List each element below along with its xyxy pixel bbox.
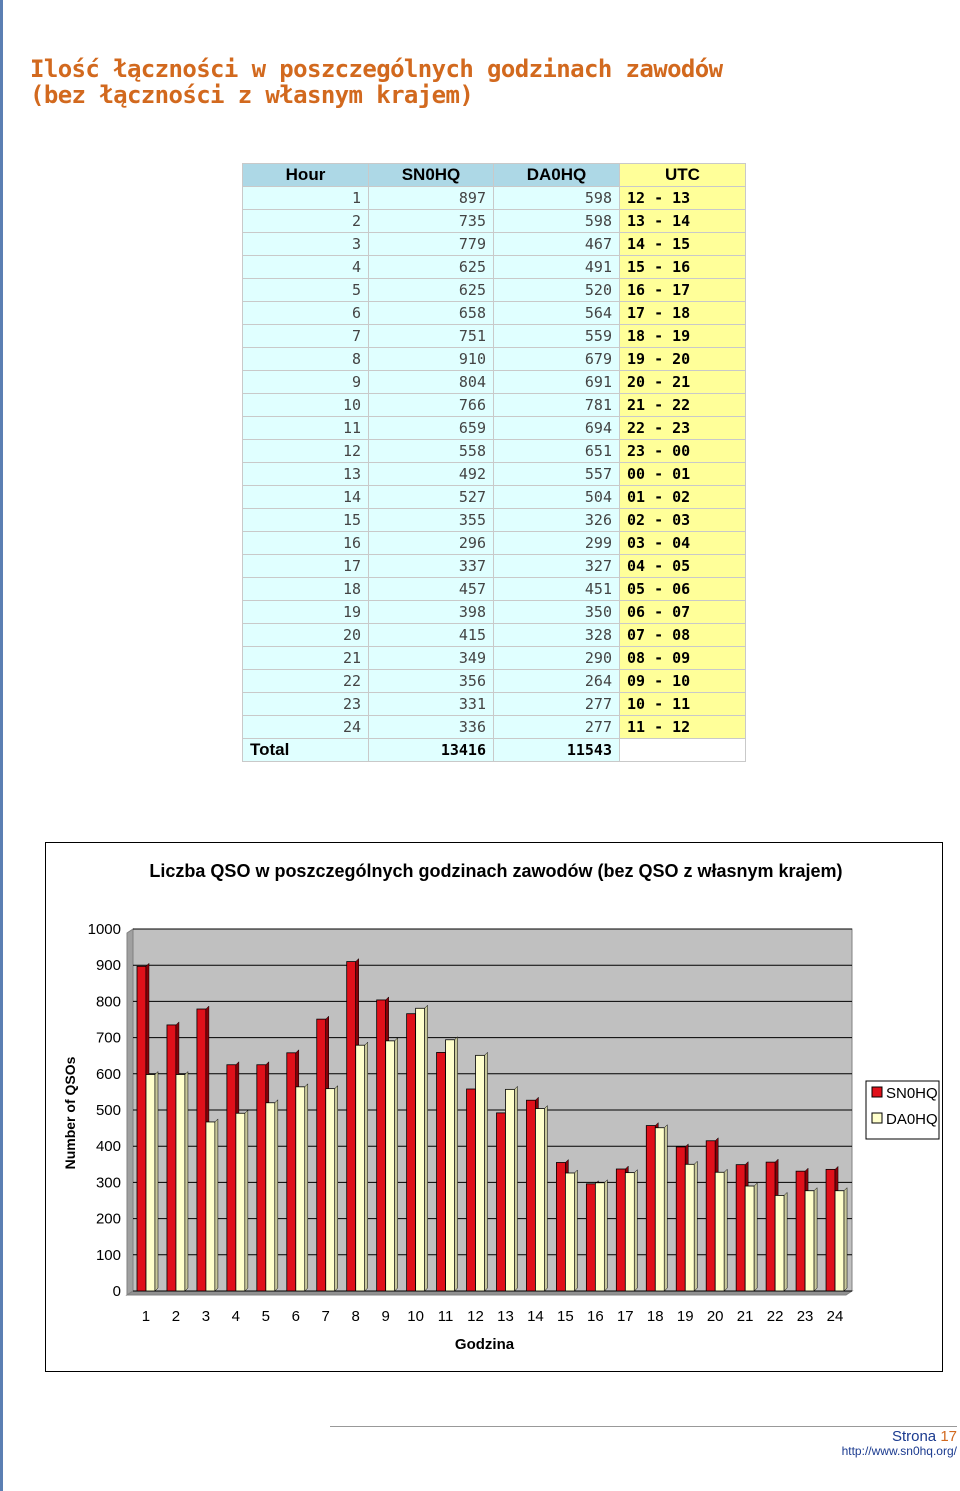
bar-da0hq-12 [476,1055,485,1291]
cell-sn0hq: 336 [369,716,494,739]
bar-side-da0hq-8 [365,1042,368,1291]
cell-hour: 3 [243,233,369,256]
bar-da0hq-1 [146,1075,155,1291]
bar-sn0hq-3 [197,1009,206,1291]
x-tick-label: 17 [616,1308,634,1325]
x-axis-label: Godzina [454,1336,515,1353]
cell-hour: 7 [243,325,369,348]
cell-sn0hq: 658 [369,302,494,325]
bar-side-da0hq-18 [664,1125,667,1291]
bar-side-da0hq-17 [634,1170,637,1291]
table-row [243,394,746,417]
bar-side-da0hq-5 [275,1100,278,1291]
bar-side-da0hq-15 [574,1170,577,1291]
cell-da0hq: 598 [494,210,620,233]
cell-sn0hq: 766 [369,394,494,417]
table-row [243,601,746,624]
table-row [243,187,746,210]
bar-sn0hq-7 [317,1019,326,1291]
total-sn0hq: 13416 [369,739,494,762]
cell-da0hq: 491 [494,256,620,279]
table-row [243,279,746,302]
bar-sn0hq-6 [287,1053,296,1291]
bar-side-da0hq-13 [515,1086,518,1291]
x-tick-label: 12 [467,1308,484,1325]
table-row [243,233,746,256]
y-tick-label: 600 [95,1065,121,1083]
bar-sn0hq-12 [467,1089,476,1291]
cell-da0hq: 679 [494,348,620,371]
cell-utc: 14 - 15 [620,233,746,256]
y-axis-label: Number of QSOs [62,1056,78,1170]
cell-utc: 04 - 05 [620,555,746,578]
bar-sn0hq-19 [676,1147,685,1291]
plot-side-wall [127,929,133,1295]
cell-utc: 08 - 09 [620,647,746,670]
cell-da0hq: 781 [494,394,620,417]
cell-utc: 22 - 23 [620,417,746,440]
y-tick-label: 1000 [87,921,121,938]
cell-utc: 17 - 18 [620,302,746,325]
x-tick-label: 8 [351,1308,360,1325]
cell-sn0hq: 349 [369,647,494,670]
y-tick-label: 400 [95,1138,121,1156]
bar-da0hq-3 [206,1122,215,1291]
cell-hour: 2 [243,210,369,233]
page-title [30,56,722,108]
cell-sn0hq: 356 [369,670,494,693]
bar-da0hq-2 [176,1075,185,1291]
table-row [243,256,746,279]
bar-side-da0hq-20 [724,1169,727,1291]
cell-utc: 18 - 19 [620,325,746,348]
cell-utc: 20 - 21 [620,371,746,394]
qso-bar-chart [45,842,943,1372]
bar-sn0hq-18 [646,1126,655,1291]
bar-da0hq-15 [565,1173,574,1291]
bar-da0hq-17 [625,1173,634,1291]
cell-utc: 00 - 01 [620,463,746,486]
x-tick-label: 13 [497,1308,514,1325]
cell-sn0hq: 735 [369,210,494,233]
bar-da0hq-14 [535,1109,544,1291]
cell-da0hq: 691 [494,371,620,394]
table-row [243,440,746,463]
legend-label-da0hq: DA0HQ [886,1111,938,1128]
cell-utc: 15 - 16 [620,256,746,279]
cell-utc: 01 - 02 [620,486,746,509]
x-tick-label: 5 [261,1308,270,1325]
cell-sn0hq: 751 [369,325,494,348]
footer-page-indicator [892,1428,957,1445]
bar-da0hq-24 [835,1191,844,1291]
cell-sn0hq: 625 [369,256,494,279]
bar-da0hq-19 [685,1164,694,1291]
qso-hourly-table [242,163,746,762]
x-tick-label: 3 [201,1308,211,1325]
cell-da0hq: 504 [494,486,620,509]
bar-sn0hq-14 [526,1100,535,1291]
cell-da0hq: 694 [494,417,620,440]
cell-hour: 9 [243,371,369,394]
bar-da0hq-7 [326,1089,335,1291]
bar-side-da0hq-23 [814,1188,817,1291]
table-row [243,509,746,532]
cell-hour: 4 [243,256,369,279]
cell-utc: 16 - 17 [620,279,746,302]
cell-hour: 10 [243,394,369,417]
bar-side-da0hq-11 [455,1037,458,1291]
bar-da0hq-10 [416,1008,425,1291]
table-row [243,555,746,578]
table-row [243,486,746,509]
bar-da0hq-4 [236,1113,245,1291]
x-tick-label: 7 [321,1308,330,1325]
bar-sn0hq-9 [377,1000,386,1291]
x-tick-label: 24 [826,1308,844,1325]
cell-sn0hq: 779 [369,233,494,256]
bar-side-da0hq-14 [544,1106,547,1291]
cell-da0hq: 564 [494,302,620,325]
x-tick-label: 18 [646,1308,664,1325]
cell-hour: 1 [243,187,369,210]
cell-sn0hq: 804 [369,371,494,394]
bar-sn0hq-1 [137,966,146,1291]
cell-utc: 10 - 11 [620,693,746,716]
y-tick-label: 900 [95,957,121,975]
bar-da0hq-20 [715,1172,724,1291]
plot-floor [127,1291,852,1295]
header-utc: UTC [620,164,746,187]
header-sn0hq: SN0HQ [369,164,494,187]
legend-swatch-da0hq [872,1113,882,1123]
bar-da0hq-22 [775,1195,784,1291]
cell-da0hq: 264 [494,670,620,693]
cell-sn0hq: 337 [369,555,494,578]
bar-sn0hq-13 [497,1113,506,1291]
bar-sn0hq-2 [167,1025,176,1291]
cell-sn0hq: 910 [369,348,494,371]
cell-hour: 15 [243,509,369,532]
bar-side-da0hq-19 [694,1161,697,1291]
table-row [243,624,746,647]
x-tick-label: 16 [587,1308,604,1325]
cell-da0hq: 327 [494,555,620,578]
cell-sn0hq: 415 [369,624,494,647]
cell-hour: 13 [243,463,369,486]
bar-sn0hq-22 [766,1162,775,1291]
cell-da0hq: 598 [494,187,620,210]
bar-side-da0hq-16 [604,1180,607,1291]
cell-hour: 16 [243,532,369,555]
cell-utc: 12 - 13 [620,187,746,210]
bar-sn0hq-8 [347,962,356,1291]
y-tick-label: 300 [95,1174,121,1192]
bar-da0hq-6 [296,1087,305,1291]
header-da0hq: DA0HQ [494,164,620,187]
cell-utc: 03 - 04 [620,532,746,555]
cell-sn0hq: 527 [369,486,494,509]
page-left-border [0,0,3,1491]
total-da0hq: 11543 [494,739,620,762]
footer-page-number: 17 [940,1428,957,1445]
y-tick-label: 0 [112,1283,121,1300]
table-header-row [243,164,746,187]
total-label: Total [243,739,369,762]
bar-sn0hq-17 [616,1169,625,1291]
table-row [243,302,746,325]
bar-side-da0hq-7 [335,1086,338,1291]
cell-hour: 23 [243,693,369,716]
table-row [243,647,746,670]
x-tick-label: 22 [766,1308,784,1325]
cell-sn0hq: 492 [369,463,494,486]
bar-da0hq-16 [595,1183,604,1291]
legend-swatch-sn0hq [872,1087,882,1097]
cell-da0hq: 290 [494,647,620,670]
x-tick-label: 4 [231,1308,241,1325]
cell-hour: 11 [243,417,369,440]
x-tick-label: 6 [291,1308,300,1325]
bar-side-da0hq-1 [155,1072,158,1291]
cell-da0hq: 326 [494,509,620,532]
y-tick-label: 700 [95,1029,121,1047]
cell-sn0hq: 659 [369,417,494,440]
table-row [243,325,746,348]
x-tick-label: 14 [527,1308,544,1325]
x-tick-label: 21 [736,1308,754,1325]
table-row [243,348,746,371]
cell-sn0hq: 331 [369,693,494,716]
chart-canvas [46,843,942,1371]
cell-hour: 19 [243,601,369,624]
bar-da0hq-9 [386,1041,395,1291]
footer-divider [330,1426,957,1427]
cell-utc: 11 - 12 [620,716,746,739]
bar-da0hq-8 [356,1045,365,1291]
bar-sn0hq-4 [227,1065,236,1291]
y-tick-label: 200 [95,1210,121,1228]
bar-da0hq-11 [446,1040,455,1291]
cell-sn0hq: 457 [369,578,494,601]
cell-hour: 24 [243,716,369,739]
bar-da0hq-13 [506,1089,515,1291]
bar-side-da0hq-2 [185,1072,188,1291]
x-tick-label: 20 [706,1308,724,1325]
x-tick-label: 2 [171,1308,181,1325]
cell-hour: 12 [243,440,369,463]
cell-da0hq: 451 [494,578,620,601]
x-tick-label: 19 [676,1308,694,1325]
table-row [243,417,746,440]
y-tick-label: 500 [95,1102,121,1119]
footer-url: http://www.sn0hq.org/ [841,1444,957,1458]
bar-da0hq-23 [805,1191,814,1291]
bar-sn0hq-15 [556,1162,565,1291]
cell-da0hq: 559 [494,325,620,348]
table-row [243,371,746,394]
cell-utc: 02 - 03 [620,509,746,532]
cell-utc: 19 - 20 [620,348,746,371]
bar-side-da0hq-4 [245,1110,248,1291]
bar-sn0hq-5 [257,1065,266,1291]
table-total-row [243,739,746,762]
bar-sn0hq-20 [706,1141,715,1291]
bar-sn0hq-16 [586,1184,595,1291]
bar-sn0hq-11 [437,1052,446,1291]
cell-hour: 21 [243,647,369,670]
cell-da0hq: 467 [494,233,620,256]
y-tick-label: 100 [95,1246,121,1264]
table-row [243,210,746,233]
bar-sn0hq-23 [796,1171,805,1291]
cell-utc: 09 - 10 [620,670,746,693]
cell-sn0hq: 625 [369,279,494,302]
cell-utc: 06 - 07 [620,601,746,624]
bar-sn0hq-10 [407,1014,416,1291]
cell-hour: 8 [243,348,369,371]
cell-sn0hq: 296 [369,532,494,555]
x-tick-label: 10 [407,1308,424,1325]
cell-utc: 21 - 22 [620,394,746,417]
bar-side-da0hq-21 [754,1183,757,1291]
cell-hour: 17 [243,555,369,578]
table-row [243,578,746,601]
cell-utc: 05 - 06 [620,578,746,601]
table-row [243,532,746,555]
bar-side-da0hq-22 [784,1192,787,1291]
bar-side-da0hq-24 [844,1188,847,1291]
x-tick-label: 23 [796,1308,814,1325]
cell-hour: 14 [243,486,369,509]
footer-page-label: Strona [891,1428,937,1445]
x-tick-label: 11 [437,1308,454,1325]
x-tick-label: 9 [381,1308,390,1325]
table-row [243,670,746,693]
cell-hour: 18 [243,578,369,601]
cell-hour: 6 [243,302,369,325]
cell-hour: 20 [243,624,369,647]
cell-sn0hq: 355 [369,509,494,532]
cell-hour: 22 [243,670,369,693]
cell-sn0hq: 897 [369,187,494,210]
cell-da0hq: 299 [494,532,620,555]
bar-side-da0hq-6 [305,1084,308,1291]
total-utc-empty [620,739,746,762]
cell-utc: 13 - 14 [620,210,746,233]
header-hour: Hour [243,164,369,187]
cell-da0hq: 557 [494,463,620,486]
bar-side-da0hq-3 [215,1119,218,1291]
x-tick-label: 1 [141,1308,151,1325]
cell-da0hq: 520 [494,279,620,302]
page-title-line-1: Ilość łączności w poszczególnych godzinach zawodów [30,55,723,83]
cell-utc: 07 - 08 [620,624,746,647]
bar-da0hq-5 [266,1103,275,1291]
cell-hour: 5 [243,279,369,302]
table-row [243,463,746,486]
y-tick-label: 800 [95,993,121,1011]
x-tick-label: 15 [557,1308,574,1325]
cell-da0hq: 328 [494,624,620,647]
bar-da0hq-21 [745,1186,754,1291]
cell-da0hq: 277 [494,693,620,716]
cell-da0hq: 277 [494,716,620,739]
bar-sn0hq-21 [736,1165,745,1291]
page-title-line-2: (bez łączności z własnym krajem) [30,81,474,109]
cell-da0hq: 350 [494,601,620,624]
cell-da0hq: 651 [494,440,620,463]
bar-side-da0hq-9 [395,1038,398,1291]
table-row [243,693,746,716]
table-row [243,716,746,739]
chart-title: Liczba QSO w poszczególnych godzinach zawodów (bez QSO z własnym krajem) [149,861,843,881]
legend-label-sn0hq: SN0HQ [886,1085,938,1102]
cell-sn0hq: 558 [369,440,494,463]
bar-side-da0hq-10 [425,1005,428,1291]
cell-sn0hq: 398 [369,601,494,624]
cell-utc: 23 - 00 [620,440,746,463]
bar-da0hq-18 [655,1128,664,1291]
bar-sn0hq-24 [826,1169,835,1291]
bar-side-da0hq-12 [485,1052,488,1291]
